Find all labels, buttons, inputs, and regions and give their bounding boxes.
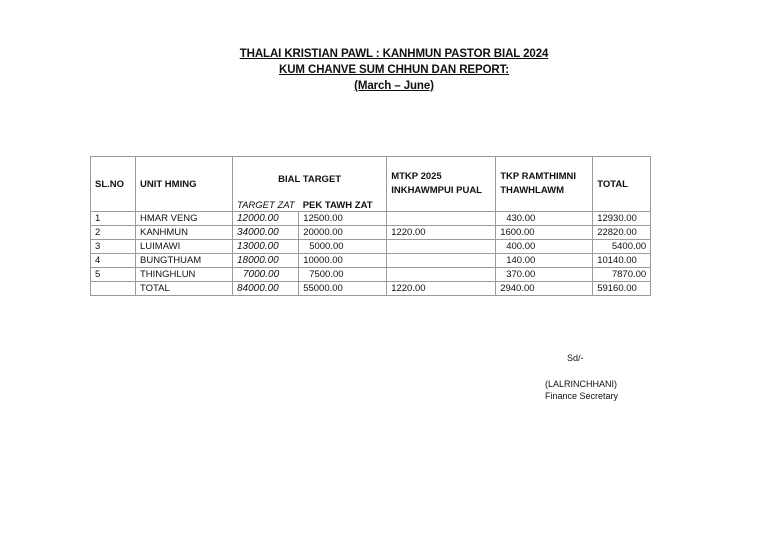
total-slno	[91, 282, 136, 296]
row-total: 22820.00	[593, 226, 651, 240]
row-pek: 10000.00	[299, 254, 387, 268]
row-slno: 3	[91, 240, 136, 254]
report-header	[0, 46, 768, 94]
row-mtkp: 1220.00	[387, 226, 496, 240]
row-unit: LUIMAWI	[136, 240, 233, 254]
row-tkp: 1600.00	[496, 226, 593, 240]
total-tkp: 2940.00	[496, 282, 593, 296]
total-target: 84000.00	[233, 282, 299, 296]
row-tkp: 140.00	[496, 254, 593, 268]
total-mtkp: 1220.00	[387, 282, 496, 296]
signatory-name: (LALRINCHHANI)	[545, 379, 618, 389]
row-slno: 1	[91, 212, 136, 226]
row-slno: 2	[91, 226, 136, 240]
table-row	[91, 240, 651, 254]
row-slno: 5	[91, 268, 136, 282]
total-pek: 55000.00	[299, 282, 387, 296]
row-target: 34000.00	[233, 226, 299, 240]
row-tkp: 400.00	[496, 240, 593, 254]
header-tkp	[496, 157, 593, 212]
header-mtkp	[387, 157, 496, 212]
report-subtitle: KUM CHANVE SUM CHHUN DAN REPORT:	[279, 64, 509, 76]
report-title: THALAI KRISTIAN PAWL : KANHMUN PASTOR BIAL 2024	[239, 48, 549, 60]
row-pek: 12500.00	[299, 212, 387, 226]
row-unit: KANHMUN	[136, 226, 233, 240]
row-total: 10140.00	[593, 254, 651, 268]
row-tkp: 370.00	[496, 268, 593, 282]
row-target: 18000.00	[233, 254, 299, 268]
signature-sd: Sd/-	[567, 353, 584, 363]
row-mtkp	[387, 268, 496, 282]
header-bial-target: BIAL TARGET	[233, 157, 387, 186]
signature-block	[545, 352, 618, 402]
row-unit: THINGHLUN	[136, 268, 233, 282]
header-tkp-line1: TKP RAMTHIMNI	[500, 171, 577, 182]
row-pek: 7500.00	[299, 268, 387, 282]
row-target: 7000.00	[233, 268, 299, 282]
header-target-zat: TARGET ZAT	[233, 185, 299, 212]
row-tkp: 430.00	[496, 212, 593, 226]
row-pek: 5000.00	[299, 240, 387, 254]
header-tkp-line2: THAWHLAWM	[500, 185, 565, 196]
table-row	[91, 212, 651, 226]
row-target: 12000.00	[233, 212, 299, 226]
report-period: (March – June)	[354, 80, 434, 92]
row-mtkp	[387, 240, 496, 254]
row-slno: 4	[91, 254, 136, 268]
total-grand: 59160.00	[593, 282, 651, 296]
header-slno: SL.NO	[91, 157, 136, 212]
row-target: 13000.00	[233, 240, 299, 254]
header-total: TOTAL	[593, 157, 651, 212]
row-total: 7870.00	[593, 268, 651, 282]
table-row	[91, 268, 651, 282]
row-total: 5400.00	[593, 240, 651, 254]
table-row	[91, 254, 651, 268]
table-total-row	[91, 282, 651, 296]
total-label: TOTAL	[136, 282, 233, 296]
row-total: 12930.00	[593, 212, 651, 226]
table-row	[91, 226, 651, 240]
header-mtkp-line1: MTKP 2025	[391, 171, 442, 182]
header-pek-tawh-zat: PEK TAWH ZAT	[299, 185, 387, 212]
row-unit: BUNGTHUAM	[136, 254, 233, 268]
row-unit: HMAR VENG	[136, 212, 233, 226]
header-mtkp-line2: INKHAWMPUI PUAL	[391, 185, 482, 196]
header-unit: UNIT HMING	[136, 157, 233, 212]
row-pek: 20000.00	[299, 226, 387, 240]
signatory-title: Finance Secretary	[545, 391, 619, 401]
report-table	[90, 156, 651, 296]
table-header-row	[91, 157, 651, 186]
row-mtkp	[387, 254, 496, 268]
row-mtkp	[387, 212, 496, 226]
